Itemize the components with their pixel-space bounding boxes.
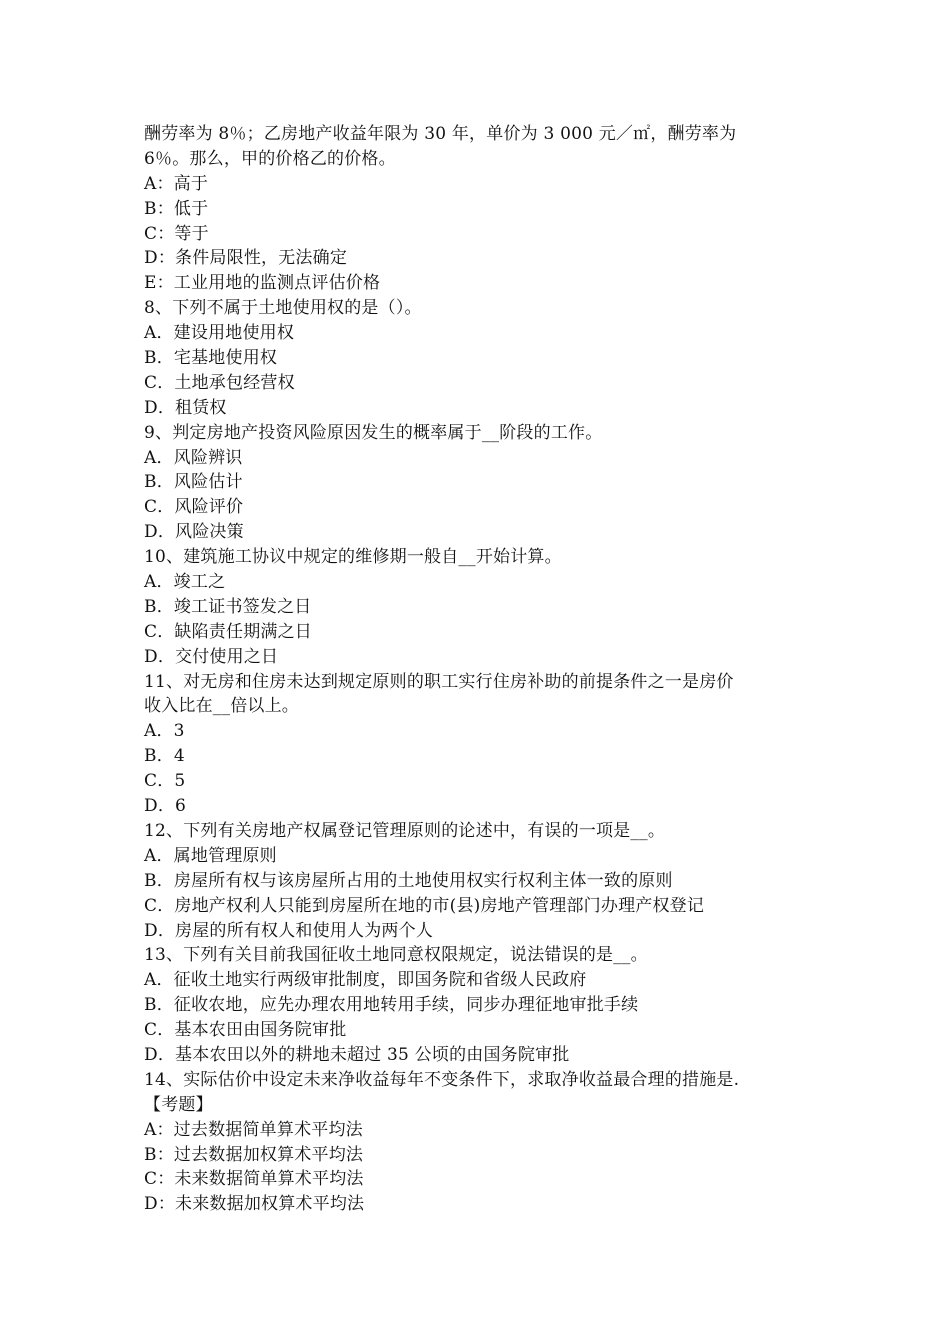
option-line: B．房屋所有权与该房屋所占用的土地使用权实行权利主体一致的原则 xyxy=(144,870,673,891)
option-line: C．房地产权利人只能到房屋所在地的市(县)房地产管理部门办理产权登记 xyxy=(144,895,705,916)
option-line: D．房屋的所有权人和使用人为两个人 xyxy=(144,920,434,941)
option-line: C．5 xyxy=(144,771,186,792)
option-line: A．建设用地使用权 xyxy=(144,323,295,344)
option-line: A：过去数据简单算术平均法 xyxy=(144,1119,363,1140)
text-line: 6％。那么，甲的价格乙的价格。 xyxy=(144,148,396,169)
option-line: A．竣工之 xyxy=(144,572,226,593)
question-tag: 【考题】 xyxy=(144,1094,213,1115)
option-line: D．租赁权 xyxy=(144,397,227,418)
question-line: 10、建筑施工协议中规定的维修期一般自__开始计算。 xyxy=(144,547,562,568)
question-line: 收入比在__倍以上。 xyxy=(144,696,299,717)
option-line: A．属地管理原则 xyxy=(144,845,277,866)
option-line: D．6 xyxy=(144,796,187,817)
question-line: 13、下列有关目前我国征收土地同意权限规定，说法错误的是__。 xyxy=(144,945,648,966)
document-body xyxy=(144,122,824,1217)
option-line: C．土地承包经营权 xyxy=(144,372,295,393)
option-line: D：未来数据加权算术平均法 xyxy=(144,1194,365,1215)
option-line: C：等于 xyxy=(144,223,209,244)
option-line: B：过去数据加权算术平均法 xyxy=(144,1144,364,1165)
question-line: 11、对无房和住房未达到规定原则的职工实行住房补助的前提条件之一是房价 xyxy=(144,671,734,692)
question-line: 9、判定房地产投资风险原因发生的概率属于__阶段的工作。 xyxy=(144,422,603,443)
option-line: D．风险决策 xyxy=(144,522,244,543)
option-line: B．4 xyxy=(144,746,185,767)
option-line: A：高于 xyxy=(144,173,209,194)
text-line: 酬劳率为 8％；乙房地产收益年限为 30 年，单价为 3 000 元／㎡，酬劳率为 xyxy=(144,124,737,144)
option-line: E：工业用地的监测点评估价格 xyxy=(144,273,381,294)
question-line: 12、下列有关房地产权属登记管理原则的论述中，有误的一项是__。 xyxy=(144,820,666,841)
option-line: D．交付使用之日 xyxy=(144,646,279,667)
option-line: B．宅基地使用权 xyxy=(144,348,278,369)
option-line: A．风险辨识 xyxy=(144,447,243,468)
option-line: C．风险评价 xyxy=(144,497,244,518)
option-line: A．3 xyxy=(144,721,185,742)
option-line: C．缺陷责任期满之日 xyxy=(144,621,313,642)
option-line: B．风险估计 xyxy=(144,472,243,493)
option-line: B：低于 xyxy=(144,198,209,219)
option-line: C：未来数据简单算术平均法 xyxy=(144,1169,364,1190)
option-line: D：条件局限性，无法确定 xyxy=(144,248,348,269)
option-line: A．征收土地实行两级审批制度，即国务院和省级人民政府 xyxy=(144,970,587,991)
question-line: 14、实际估价中设定未来净收益每年不变条件下，求取净收益最合理的措施是. xyxy=(144,1069,740,1090)
option-line: C．基本农田由国务院审批 xyxy=(144,1020,347,1041)
question-line: 8、下列不属于土地使用权的是（）。 xyxy=(144,298,422,319)
option-line: B．征收农地，应先办理农用地转用手续，同步办理征地审批手续 xyxy=(144,995,639,1016)
option-line: D．基本农田以外的耕地未超过 35 公顷的由国务院审批 xyxy=(144,1044,570,1065)
option-line: B．竣工证书签发之日 xyxy=(144,596,312,617)
